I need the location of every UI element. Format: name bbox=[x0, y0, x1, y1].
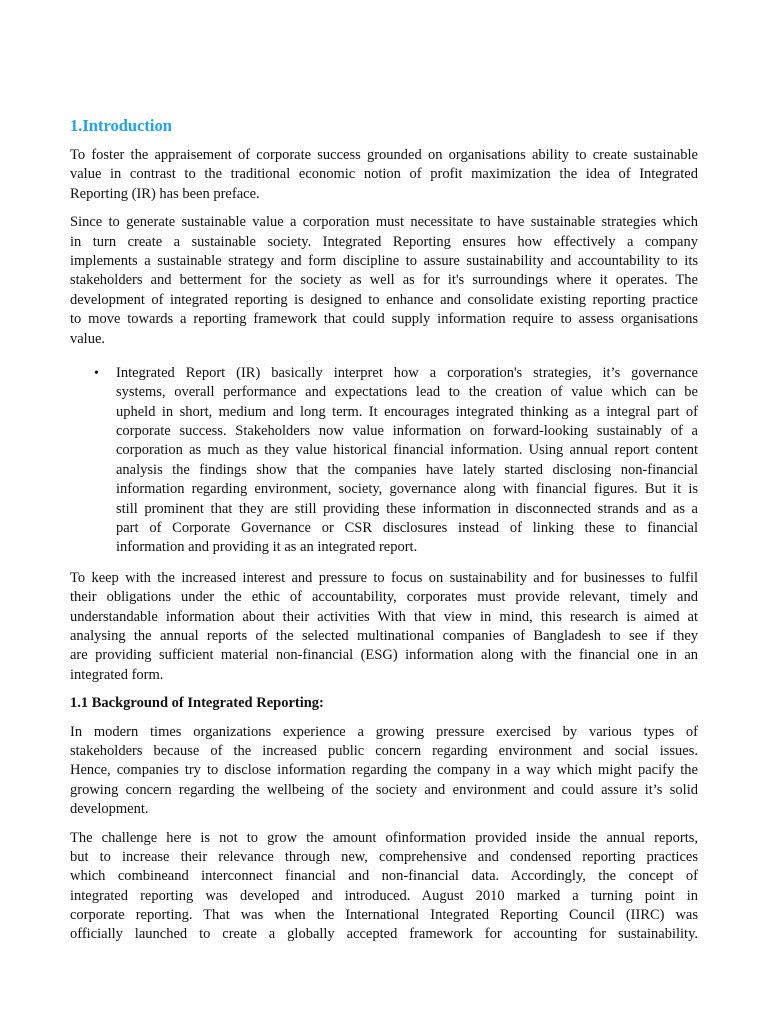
text-line: integrated reporting was developed and introduced. August 2010 marked a turning point in bbox=[70, 887, 698, 904]
paragraph-after-bullet bbox=[70, 569, 698, 685]
text-line: analysing the annual reports of the selected multinational companies of Bangladesh to see if they bbox=[70, 627, 698, 644]
text-line: value. bbox=[70, 330, 106, 347]
text-line: value in contrast to the traditional economic notion of profit maximization the idea of Integrated bbox=[70, 166, 698, 183]
text-line: stakeholders because of the increased public concern regarding environment and social issues. bbox=[70, 742, 698, 759]
introduction-body bbox=[70, 146, 698, 349]
text-line: development of integrated reporting is designed to enhance and consolidate existing reporting practice bbox=[70, 291, 698, 308]
text-line: The challenge here is not to grow the amount ofinformation provided inside the annual reports, bbox=[70, 829, 698, 846]
bullet-icon: • bbox=[94, 365, 99, 381]
text-line: in turn create a sustainable society. Integrated Reporting ensures how effectively a company bbox=[70, 233, 698, 250]
text-line: upheld in short, medium and long term. It encourages integrated thinking as a integral part of bbox=[116, 403, 698, 420]
text-line: integrated form. bbox=[70, 666, 164, 683]
section-heading-background: 1.1 Background of Integrated Reporting: bbox=[70, 695, 324, 712]
text-line: In modern times organizations experience a growing pressure exercised by various types of bbox=[70, 723, 698, 740]
bullet-item bbox=[70, 364, 698, 558]
text-line: which combineand interconnect financial and non-financial data. Accordingly, the concept of bbox=[70, 868, 698, 885]
text-line: stakeholders and betterment for the society as well as for it's surroundings where it operates. The bbox=[70, 272, 698, 289]
paragraph bbox=[70, 723, 698, 820]
text-line: Since to generate sustainable value a corporation must necessitate to have sustainable strategies which bbox=[70, 214, 698, 231]
text-line: part of Corporate Governance or CSR disclosures instead of linking these to financial bbox=[116, 520, 698, 537]
text-line: their obligations under the ethic of accountability, corporates must provide relevant, timely and bbox=[70, 589, 698, 606]
text-line: to move towards a reporting framework that could supply information require to assess organisations bbox=[70, 311, 698, 328]
text-line: To foster the appraisement of corporate success grounded on organisations ability to create sustainable bbox=[70, 147, 698, 163]
document-page bbox=[70, 115, 698, 954]
text-line: analysis the findings show that the companies have lately started disclosing non-financial bbox=[116, 461, 698, 478]
text-line: officially launched to create a globally accepted framework for accounting for sustainability. bbox=[70, 926, 698, 943]
text-line: are providing sufficient material non-financial (ESG) information along with the financial one in an bbox=[70, 647, 698, 664]
text-line: corporate success. Stakeholders now value information on forward-looking sustainably of a bbox=[116, 423, 698, 440]
paragraph bbox=[70, 569, 698, 685]
text-line: corporation as much as they value historical financial information. Using annual report content bbox=[116, 442, 698, 459]
text-line: Hence, companies try to disclose information regarding the company in a way which might pacify the bbox=[70, 762, 698, 779]
text-line: development. bbox=[70, 801, 149, 818]
text-line: To keep with the increased interest and pressure to focus on sustainability and for businesses to fulfil bbox=[70, 569, 698, 586]
text-line: information and providing it as an integrated report. bbox=[116, 539, 418, 556]
text-line: systems, overall performance and expectations lead to the creation of value which can be bbox=[116, 384, 698, 401]
paragraph bbox=[70, 829, 698, 945]
text-line: Reporting (IR) has been preface. bbox=[70, 185, 260, 202]
text-line: information regarding environment, society, governance along with financial figures. But it is bbox=[116, 481, 698, 498]
section-heading-introduction: 1.Introduction bbox=[70, 116, 172, 135]
text-line: implements a sustainable strategy and form discipline to assure sustainability and accountability to its bbox=[70, 252, 698, 269]
text-line: Integrated Report (IR) basically interpret how a corporation's strategies, it’s governance bbox=[116, 364, 698, 381]
text-line: but to increase their relevance through new, comprehensive and condensed reporting practices bbox=[70, 848, 698, 865]
paragraph bbox=[70, 146, 698, 204]
paragraph bbox=[70, 213, 698, 349]
background-body bbox=[70, 723, 698, 945]
text-line: understandable information about their activities With that view in mind, this research is aimed at bbox=[70, 608, 698, 625]
text-line: growing concern regarding the wellbeing of the society and environment and could assure it’s solid bbox=[70, 781, 698, 798]
text-line: corporate reporting. That was when the International Integrated Reporting Council (IIRC) was bbox=[70, 907, 698, 924]
text-line: still prominent that they are still providing these information in disconnected strands and as a bbox=[116, 500, 698, 517]
